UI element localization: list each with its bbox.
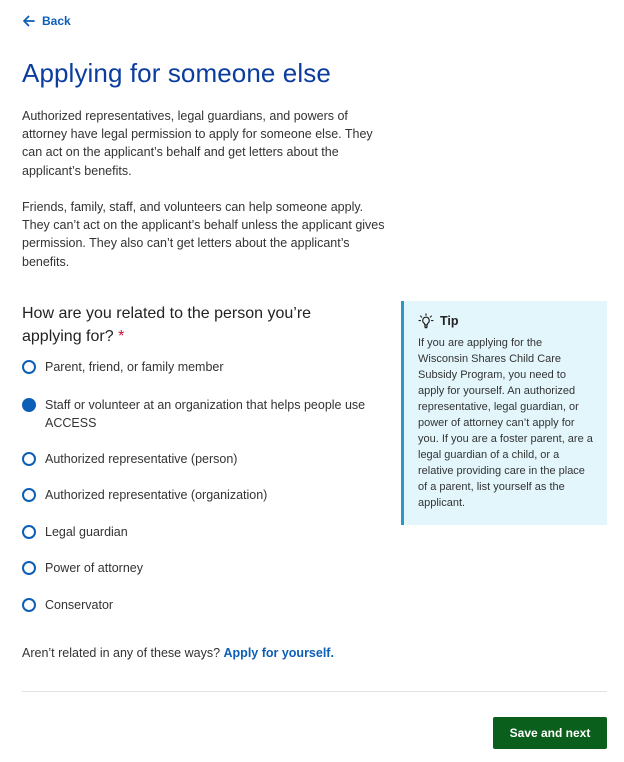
- radio-option-parent-friend-family[interactable]: [22, 358, 380, 376]
- tip-title: Tip: [440, 314, 459, 328]
- radio-option-label: Parent, friend, or family member: [45, 360, 224, 374]
- arrow-left-icon: [22, 14, 36, 28]
- radio-button[interactable]: [22, 360, 36, 374]
- radio-button[interactable]: [22, 598, 36, 612]
- question-label: How are you related to the person you’re applying for?: [22, 305, 312, 345]
- save-and-next-button[interactable]: Save and next: [493, 717, 607, 749]
- radio-button[interactable]: [22, 525, 36, 539]
- tip-box: [401, 301, 607, 525]
- radio-option-power-of-attorney[interactable]: [22, 559, 380, 577]
- radio-option-label: Staff or volunteer at an organization that helps people use ACCESS: [45, 398, 366, 430]
- footer-divider: [22, 691, 607, 692]
- alternate-prompt: [22, 644, 334, 662]
- back-link[interactable]: [22, 12, 71, 30]
- page-title: Applying for someone else: [22, 58, 331, 88]
- radio-option-legal-guardian[interactable]: [22, 523, 380, 541]
- tip-header: [418, 313, 593, 329]
- radio-button[interactable]: [22, 561, 36, 575]
- radio-button[interactable]: [22, 488, 36, 502]
- relationship-question: [22, 302, 362, 348]
- radio-button[interactable]: [22, 398, 36, 412]
- radio-button[interactable]: [22, 452, 36, 466]
- radio-option-label: Authorized representative (person): [45, 452, 238, 466]
- radio-option-label: Power of attorney: [45, 561, 143, 575]
- lightbulb-icon: [418, 313, 434, 329]
- radio-option-label: Conservator: [45, 598, 114, 612]
- alternate-text: Aren’t related in any of these ways?: [22, 646, 221, 660]
- radio-option-authorized-rep-person[interactable]: [22, 450, 380, 468]
- apply-for-yourself-link[interactable]: Apply for yourself.: [223, 646, 334, 660]
- tip-body: If you are applying for the Wisconsin Shares Child Care Subsidy Program, you need to apply for yourself. An authorized representative, legal guardian, or power of attorney can’t apply for you. If you are a foster parent, are a legal guardian of a child, or a relative providing care in the place of a parent, list yourself as the applicant.: [418, 337, 593, 509]
- intro-paragraph-legal: Authorized representatives, legal guardians, and powers of attorney have legal permission to apply for someone else. They can act on the applicant’s behalf and get letters about the applicant’s benefits.: [22, 109, 373, 178]
- radio-option-conservator[interactable]: [22, 596, 380, 614]
- back-label: Back: [42, 14, 71, 28]
- intro-paragraph-helpers: Friends, family, staff, and volunteers can help someone apply. They can’t act on the applicant’s behalf unless the applicant gives permission. They also can’t get letters about the applicant’s benefits.: [22, 200, 385, 269]
- radio-option-label: Authorized representative (organization): [45, 488, 268, 502]
- radio-option-authorized-rep-organization[interactable]: [22, 486, 380, 504]
- required-marker: *: [118, 328, 125, 345]
- radio-option-label: Legal guardian: [45, 525, 128, 539]
- radio-option-staff-volunteer[interactable]: [22, 396, 380, 432]
